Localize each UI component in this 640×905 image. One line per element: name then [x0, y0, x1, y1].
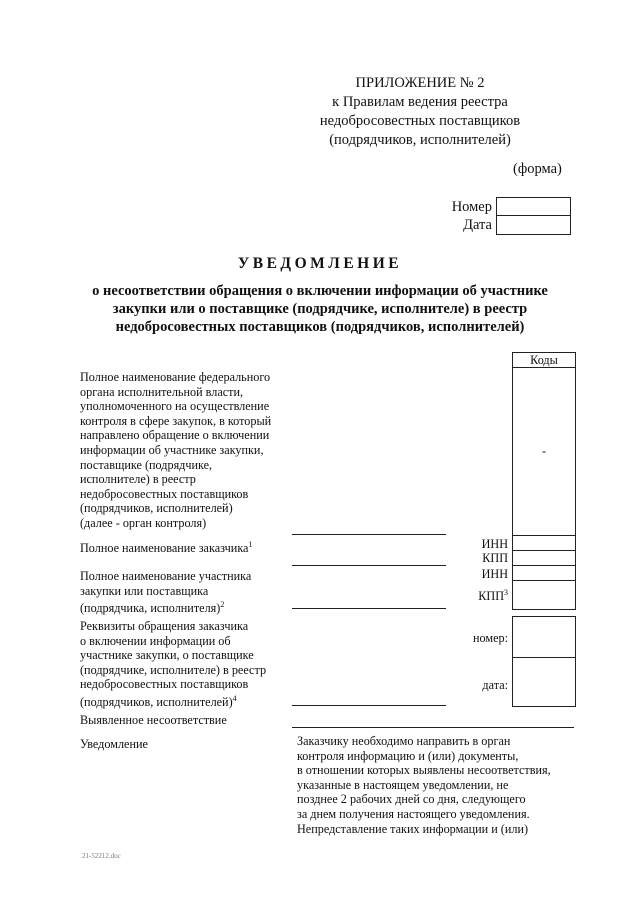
label-line: исполнителе) в реестр [80, 472, 196, 487]
label-line: (далее - орган контроля) [80, 515, 207, 530]
notice-label: Уведомление [80, 737, 148, 751]
appendix-title: ПРИЛОЖЕНИЕ № 2 [355, 75, 485, 91]
appendix-line: к Правилам ведения реестра [332, 94, 508, 110]
request-number-label: номер: [473, 631, 508, 645]
label-line: недобросовестных поставщиков [80, 677, 249, 692]
number-field[interactable] [496, 197, 571, 217]
participant-inn-field[interactable] [512, 565, 576, 581]
label-line: уполномоченного на осуществление [80, 399, 270, 414]
label-line: закупки или поставщика [80, 583, 209, 598]
organ-name-line[interactable] [292, 534, 446, 535]
label-line: (подрядчика, исполнителя) [80, 601, 221, 616]
request-number-field[interactable] [512, 616, 576, 658]
footnote-mark: 2 [220, 600, 225, 610]
participant-kpp-label [448, 588, 508, 604]
footnote-mark: 1 [248, 540, 253, 549]
customer-kpp-label: КПП [482, 551, 508, 565]
participant-inn-label: ИНН [481, 567, 508, 581]
document-title: УВЕДОМЛЕНИЕ [237, 255, 403, 272]
subtitle-line: недобросовестных поставщиков (подрядчиков, исполнителей) [115, 319, 525, 335]
notice-line: в отношении которых выявлены несоответствия, [297, 763, 551, 778]
label-line: информации об участнике закупки, [80, 442, 264, 457]
label-text: Полное наименование заказчика [80, 541, 249, 556]
number-label: Номер [451, 199, 492, 215]
customer-name-line[interactable] [292, 565, 446, 566]
participant-kpp-field[interactable] [512, 580, 576, 610]
label-line: направлено обращение о включении [80, 428, 270, 443]
appendix-header [270, 74, 570, 150]
label-line: Полное наименование федерального [80, 370, 271, 384]
organ-code-field[interactable] [512, 367, 576, 536]
label-line: о включении информации об [80, 633, 231, 648]
request-requisites-label [80, 619, 266, 710]
subtitle-line: закупки или о поставщике (подрядчике, исполнителе) в реестр [112, 301, 528, 317]
label-line: участнике закупки, о поставщике [80, 648, 254, 663]
participant-name-line[interactable] [292, 608, 446, 609]
codes-header: Коды [512, 352, 576, 368]
request-date-label: дата: [482, 678, 508, 692]
mismatch-line[interactable] [292, 727, 574, 728]
footnote-mark: 3 [504, 588, 508, 597]
document-subtitle [60, 282, 580, 336]
label-line: Полное наименование участника [80, 569, 252, 583]
label-line: (подрядчиков, исполнителей) [80, 695, 233, 710]
file-name-footer: 21-52212.doc [82, 852, 121, 860]
date-field[interactable] [496, 215, 571, 235]
requisites-line[interactable] [292, 705, 446, 706]
label-line: Реквизиты обращения заказчика [80, 619, 249, 633]
form-label: (форма) [513, 161, 562, 177]
label-line: (подрядчике, исполнителе) в реестр [80, 662, 267, 677]
mismatch-label: Выявленное несоответствие [80, 713, 227, 727]
notice-line: за днем получения настоящего уведомления. [297, 806, 530, 821]
label-line: недобросовестных поставщиков [80, 486, 249, 501]
customer-kpp-field[interactable] [512, 550, 576, 566]
label-text: КПП [478, 589, 504, 604]
notice-line: контроля информацию и (или) документы, [297, 748, 519, 763]
subtitle-line: о несоответствии обращения о включении информации об участнике [92, 283, 548, 299]
customer-inn-label: ИНН [481, 537, 508, 551]
label-line: поставщике (подрядчике, [80, 457, 213, 472]
notice-line: позднее 2 рабочих дней со дня, следующего [297, 792, 526, 807]
notice-text [297, 734, 587, 836]
participant-name-label [80, 569, 251, 616]
customer-inn-field[interactable] [512, 535, 576, 551]
organ-code-value: - [541, 444, 547, 458]
notice-line: указанные в настоящем уведомлении, не [297, 777, 509, 792]
label-line: органа исполнительной власти, [80, 384, 244, 399]
request-date-field[interactable] [512, 657, 576, 707]
control-organ-label [80, 370, 271, 531]
appendix-line: недобросовестных поставщиков [319, 113, 521, 129]
appendix-line: (подрядчиков, исполнителей) [329, 132, 511, 148]
notice-line: Непредставление таких информации и (или) [297, 821, 529, 836]
date-label: Дата [463, 217, 492, 233]
label-line: (подрядчиков, исполнителей) [80, 501, 233, 516]
notice-line: Заказчику необходимо направить в орган [297, 734, 511, 748]
label-line: контроля в сфере закупок, в который [80, 413, 272, 428]
footnote-mark: 4 [232, 693, 237, 703]
customer-name-label [80, 538, 252, 556]
